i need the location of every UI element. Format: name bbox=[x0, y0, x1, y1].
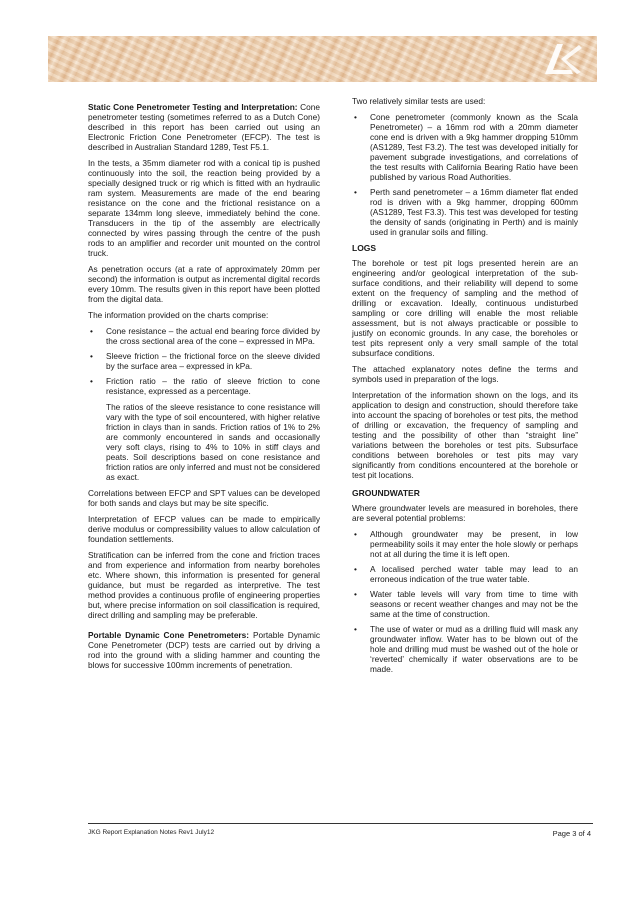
list-item: • Although groundwater may be present, in low permeability soils it may enter the hole slowly or perhaps not at all during the time it is left open. bbox=[352, 529, 578, 559]
list-item: • Cone penetrometer (commonly known as the Scala Penetrometer) – a 16mm rod with a 20mm diameter cone end is driven with a 9kg hammer dropping 510mm (AS1289, Test F3.2). The test was developed initially for pavement subgrade investigations, and correlations of the test results with California Bearing Ratio have been published by various Road Authorities. bbox=[352, 112, 578, 182]
paragraph: Interpretation of EFCP values can be made to empirically derive modulus or compressibility values to allow calculation of foundation settlements. bbox=[88, 514, 320, 544]
header-banner bbox=[48, 36, 597, 82]
list-item: • The use of water or mud as a drilling fluid will mask any groundwater inflow. Water has to be blown out of the hole and drilling mud must be washed out of the hole or ‘reverted’ chemically if water observations are to be made. bbox=[352, 624, 578, 674]
footer-document-ref: JKG Report Explanation Notes Rev1 July12 bbox=[88, 829, 215, 836]
list-item: • Cone resistance – the actual end bearing force divided by the cross sectional area of the cone – expressed in MPa. bbox=[88, 326, 320, 346]
paragraph: In the tests, a 35mm diameter rod with a conical tip is pushed continuously into the soil, the reaction being provided by a specially designed truck or rig which is fitted with an hydraulic ram system. Measurements are made of the end bearing resistance on the cone and the frictional resistance on a separate 134mm long sleeve, immediately behind the cone. Transducers in the tip of the assembly are electrically connected by wires passing through the centre of the push rods to an amplifier and recorder unit mounted on the control truck. bbox=[88, 158, 320, 258]
groundwater-heading: GROUNDWATER bbox=[352, 488, 420, 498]
list-item: • Friction ratio – the ratio of sleeve friction to cone resistance, expressed as a percentage. bbox=[88, 376, 320, 396]
list-item: • Water table levels will vary from time to time with seasons or recent weather changes and may not be the same at the time of construction. bbox=[352, 589, 578, 619]
paragraph: The attached explanatory notes define the terms and symbols used in preparation of the logs. bbox=[352, 364, 578, 384]
paragraph: Stratification can be inferred from the cone and friction traces and from experience and information from nearby boreholes etc. Where shown, this information is presented for general guidance, but must be regarded as interpretive. The test method provides a continuous profile of engineering properties but, where precise information on soil classification is required, direct drilling and sampling may be preferable. bbox=[88, 550, 320, 620]
paragraph: The information provided on the charts comprise: bbox=[88, 310, 269, 320]
dcp-intro: Portable Dynamic Cone Penetrometer (DCP) tests are carried out by driving a rod into the ground with a sliding hammer and counting the blows for successive 100mm increments of penetration. bbox=[88, 630, 320, 670]
left-column bbox=[88, 96, 320, 676]
paragraph: As penetration occurs (at a rate of approximately 20mm per second) the information is output as incremental digital records every 10mm. The results given in this report have been plotted from the digital data. bbox=[88, 264, 320, 304]
paragraph: Two relatively similar tests are used: bbox=[352, 96, 486, 106]
groundwater-list bbox=[352, 529, 578, 674]
right-column bbox=[352, 96, 578, 680]
friction-ratio-note: The ratios of the sleeve resistance to cone resistance will vary with the type of soil encountered, with higher relative friction in clays than in sands. Friction ratios of 1% to 2% are commonly encountered in sands and occasionally very soft clays, rising to 4% to 10% in stiff clays and peats. Soil descriptions based on cone resistance and friction ratios are only inferred and must not be considered as exact. bbox=[106, 402, 320, 482]
penetrometer-list bbox=[352, 112, 578, 237]
jk-logo-icon bbox=[541, 41, 583, 77]
paragraph: The borehole or test pit logs presented herein are an engineering and/or geological interpretation of the sub-surface conditions, and their reliability will depend to some extent on the frequency of sampling and the method of drilling or excavation. Ideally, continuous undisturbed sampling or core drilling will enable the most reliable assessment, but is not always practicable or possible to justify on economic grounds. In any case, the boreholes or test pits represent only a very small sample of the total subsurface conditions. bbox=[352, 258, 578, 358]
list-item: • A localised perched water table may lead to an erroneous indication of the true water table. bbox=[352, 564, 578, 584]
list-item: • Perth sand penetrometer – a 16mm diameter flat ended rod is driven with a 9kg hammer, dropping 600mm (AS1289, Test F3.3). This test was developed for testing the density of sands (originating in Perth) and is mainly used in granular soils and filling. bbox=[352, 187, 578, 237]
footer-divider bbox=[88, 823, 593, 824]
footer-page-number: Page 3 of 4 bbox=[552, 829, 591, 838]
dcp-heading: Portable Dynamic Cone Penetrometers: bbox=[88, 630, 250, 640]
chart-info-list bbox=[88, 326, 320, 396]
logs-heading: LOGS bbox=[352, 243, 377, 253]
list-item: • Sleeve friction – the frictional force on the sleeve divided by the surface area – expressed in kPa. bbox=[88, 351, 320, 371]
paragraph: Correlations between EFCP and SPT values can be developed for both sands and clays but may be site specific. bbox=[88, 488, 320, 508]
paragraph: Interpretation of the information shown on the logs, and its application to design and construction, should therefore take into account the spacing of boreholes or test pits, the method of drilling or excavation, the frequency of sampling and testing and the possibility of other than “straight line” variations between the boreholes or test pits. Subsurface conditions between boreholes or test pits may vary significantly from conditions encountered at the borehole or test pit locations. bbox=[352, 390, 578, 480]
static-cone-heading: Static Cone Penetrometer Testing and Interpretation: bbox=[88, 102, 298, 112]
static-cone-intro: Cone penetrometer testing (sometimes referred to as a Dutch Cone) described in this report has been carried out using an Electronic Friction Cone Penetrometer (EFCP). The test is described in Australian Standard 1289, Test F5.1. bbox=[88, 102, 320, 152]
paragraph: Where groundwater levels are measured in boreholes, there are several potential problems: bbox=[352, 503, 578, 523]
